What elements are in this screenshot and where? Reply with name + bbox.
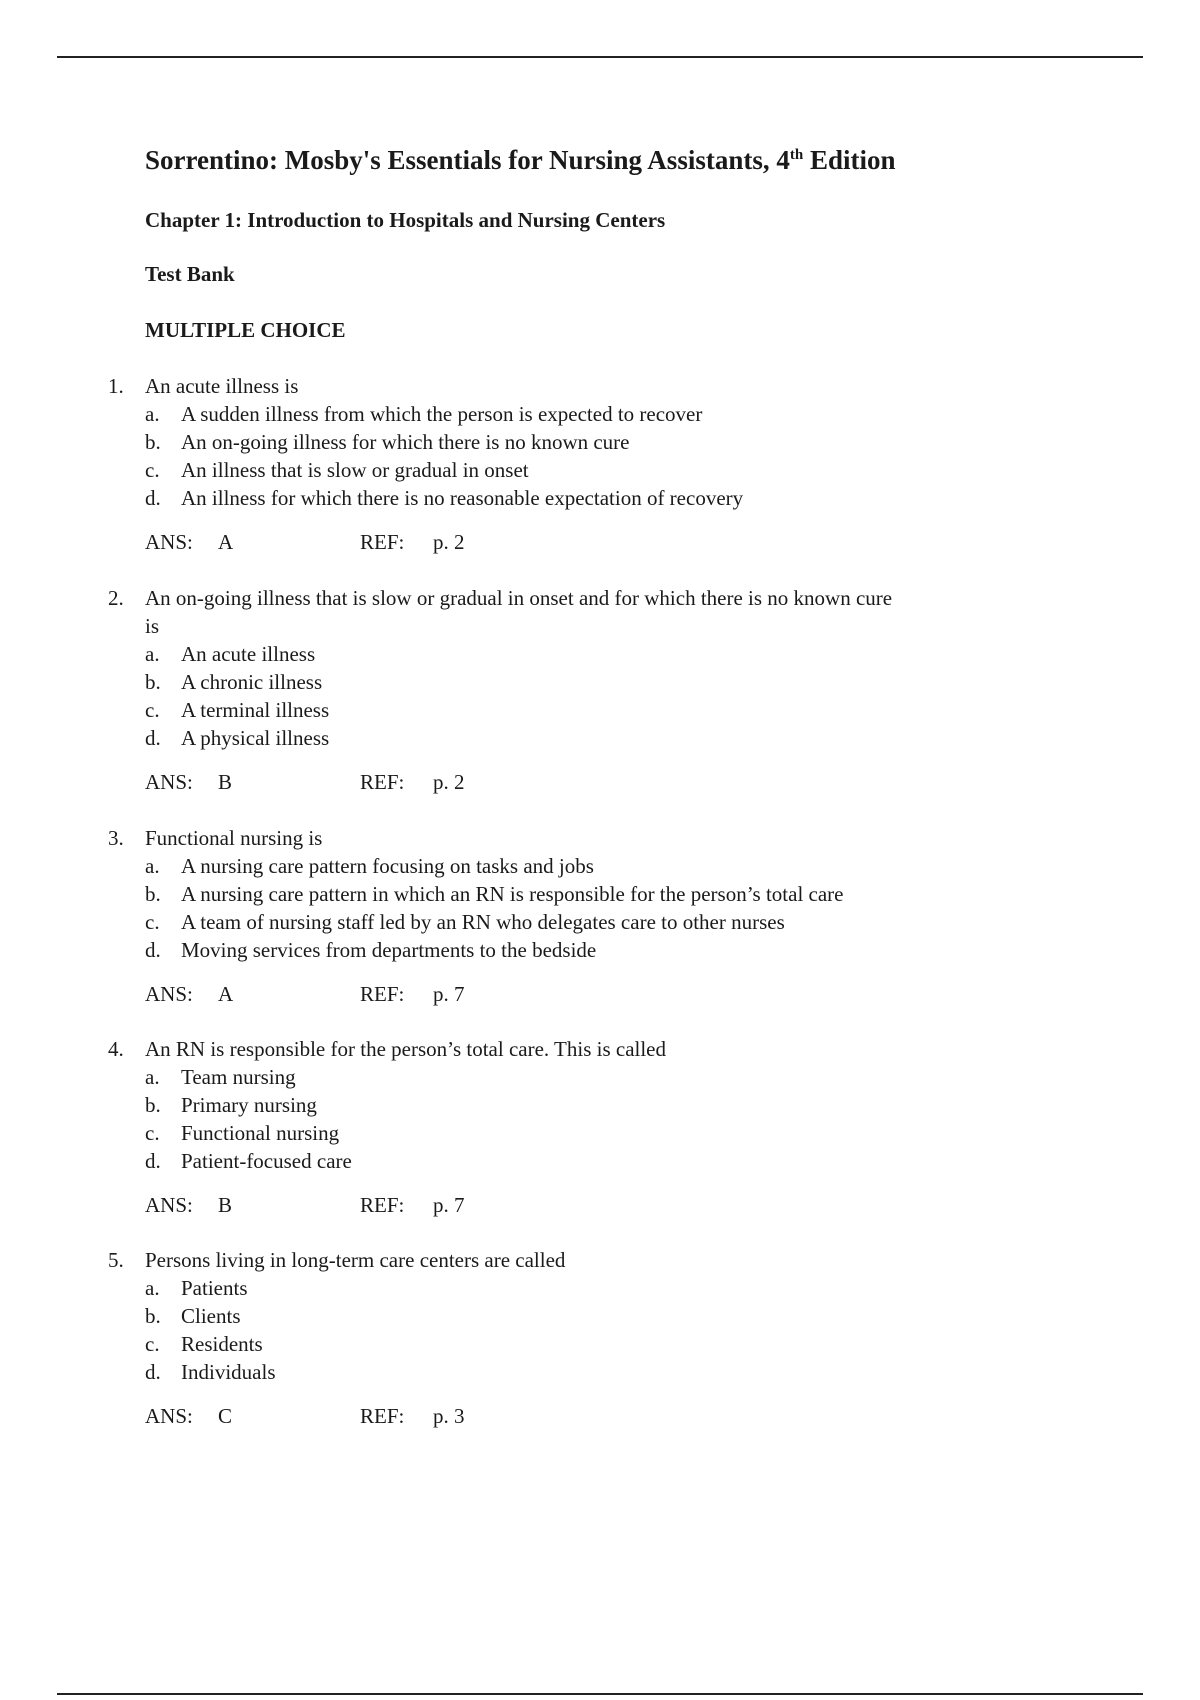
option-b xyxy=(0,1091,1200,1119)
option-letter: b. xyxy=(145,1093,161,1117)
option-c xyxy=(0,1330,1200,1358)
option-a xyxy=(0,400,1200,428)
question-text: An acute illness is xyxy=(145,374,299,398)
option-c xyxy=(0,456,1200,484)
option-d xyxy=(0,724,1200,752)
option-text: A physical illness xyxy=(181,726,330,750)
question-number: 2. xyxy=(108,586,124,610)
option-text: Residents xyxy=(181,1332,263,1356)
option-d xyxy=(0,1358,1200,1386)
option-letter: d. xyxy=(145,1149,161,1173)
option-a xyxy=(0,852,1200,880)
option-letter: d. xyxy=(145,486,161,510)
top-rule xyxy=(57,56,1143,58)
option-d xyxy=(0,484,1200,512)
answer-line xyxy=(0,1402,1200,1430)
option-text: Team nursing xyxy=(181,1065,296,1089)
reference-value: p. 2 xyxy=(433,530,465,554)
option-text: A nursing care pattern in which an RN is responsible for the person’s total care xyxy=(181,882,844,906)
option-b xyxy=(0,880,1200,908)
option-text: A team of nursing staff led by an RN who delegates care to other nurses xyxy=(181,910,785,934)
question-text: An on-going illness that is slow or gradual in onset and for which there is no known cure xyxy=(145,586,893,610)
question-2 xyxy=(0,584,1200,796)
option-text: An illness for which there is no reasonable expectation of recovery xyxy=(181,486,744,510)
option-letter: b. xyxy=(145,882,161,906)
title-end: Edition xyxy=(803,145,896,175)
question-4 xyxy=(0,1035,1200,1219)
question-number: 4. xyxy=(108,1037,124,1061)
question-text: Persons living in long-term care centers are called xyxy=(145,1248,566,1272)
question-text: Functional nursing is xyxy=(145,826,323,850)
option-letter: d. xyxy=(145,938,161,962)
option-text: An acute illness xyxy=(181,642,316,666)
question-number: 1. xyxy=(108,374,124,398)
answer-label: ANS: xyxy=(145,1404,193,1428)
answer-line xyxy=(0,768,1200,796)
answer-value: A xyxy=(218,530,234,554)
option-b xyxy=(0,1302,1200,1330)
option-letter: d. xyxy=(145,1360,161,1384)
option-letter: a. xyxy=(145,1276,160,1300)
option-c xyxy=(0,696,1200,724)
reference-value: p. 7 xyxy=(433,1193,465,1217)
option-letter: b. xyxy=(145,430,161,454)
answer-value: A xyxy=(218,982,234,1006)
reference-label: REF: xyxy=(360,1193,405,1217)
option-a xyxy=(0,1063,1200,1091)
question-stem xyxy=(0,1035,1200,1063)
option-letter: d. xyxy=(145,726,161,750)
document-title xyxy=(145,145,895,176)
question-text: An RN is responsible for the person’s total care. This is called xyxy=(145,1037,667,1061)
answer-label: ANS: xyxy=(145,770,193,794)
question-stem-continued xyxy=(0,612,1200,640)
option-text: A nursing care pattern focusing on tasks and jobs xyxy=(181,854,594,878)
question-number: 5. xyxy=(108,1248,124,1272)
option-letter: c. xyxy=(145,910,160,934)
option-letter: a. xyxy=(145,854,160,878)
question-1 xyxy=(0,372,1200,556)
option-b xyxy=(0,668,1200,696)
question-number: 3. xyxy=(108,826,124,850)
answer-label: ANS: xyxy=(145,982,193,1006)
option-letter: c. xyxy=(145,698,160,722)
option-letter: c. xyxy=(145,458,160,482)
option-text: A chronic illness xyxy=(181,670,323,694)
title-main: Sorrentino: Mosby's Essentials for Nursing Assistants, 4 xyxy=(145,145,790,175)
reference-value: p. 7 xyxy=(433,982,465,1006)
answer-line xyxy=(0,528,1200,556)
option-d xyxy=(0,936,1200,964)
option-text: An on-going illness for which there is no known cure xyxy=(181,430,630,454)
reference-label: REF: xyxy=(360,1404,405,1428)
question-5 xyxy=(0,1246,1200,1430)
option-text: A sudden illness from which the person is expected to recover xyxy=(181,402,703,426)
reference-label: REF: xyxy=(360,530,405,554)
option-text: Primary nursing xyxy=(181,1093,317,1117)
option-b xyxy=(0,428,1200,456)
answer-label: ANS: xyxy=(145,530,193,554)
option-text: Patient-focused care xyxy=(181,1149,352,1173)
option-letter: a. xyxy=(145,1065,160,1089)
answer-value: B xyxy=(218,770,233,794)
question-stem xyxy=(0,584,1200,612)
section-heading: MULTIPLE CHOICE xyxy=(145,318,346,342)
option-c xyxy=(0,908,1200,936)
option-text: Patients xyxy=(181,1276,248,1300)
option-letter: b. xyxy=(145,1304,161,1328)
question-stem xyxy=(0,1246,1200,1274)
option-text: Clients xyxy=(181,1304,241,1328)
question-stem xyxy=(0,372,1200,400)
option-a xyxy=(0,1274,1200,1302)
option-c xyxy=(0,1119,1200,1147)
option-text: Moving services from departments to the bedside xyxy=(181,938,597,962)
option-letter: b. xyxy=(145,670,161,694)
question-3 xyxy=(0,824,1200,1008)
option-letter: a. xyxy=(145,402,160,426)
reference-value: p. 3 xyxy=(433,1404,465,1428)
test-bank-heading: Test Bank xyxy=(145,262,235,286)
option-text: Individuals xyxy=(181,1360,276,1384)
option-text: Functional nursing xyxy=(181,1121,340,1145)
option-d xyxy=(0,1147,1200,1175)
reference-label: REF: xyxy=(360,770,405,794)
answer-line xyxy=(0,1191,1200,1219)
question-stem xyxy=(0,824,1200,852)
answer-label: ANS: xyxy=(145,1193,193,1217)
question-text: is xyxy=(145,614,160,638)
reference-value: p. 2 xyxy=(433,770,465,794)
option-letter: a. xyxy=(145,642,160,666)
option-text: A terminal illness xyxy=(181,698,330,722)
answer-value: B xyxy=(218,1193,233,1217)
chapter-heading: Chapter 1: Introduction to Hospitals and Nursing Centers xyxy=(145,208,666,232)
option-a xyxy=(0,640,1200,668)
option-text: An illness that is slow or gradual in onset xyxy=(181,458,529,482)
option-letter: c. xyxy=(145,1121,160,1145)
answer-value: C xyxy=(218,1404,233,1428)
title-superscript: th xyxy=(789,147,804,163)
reference-label: REF: xyxy=(360,982,405,1006)
bottom-rule xyxy=(57,1693,1143,1695)
option-letter: c. xyxy=(145,1332,160,1356)
answer-line xyxy=(0,980,1200,1008)
